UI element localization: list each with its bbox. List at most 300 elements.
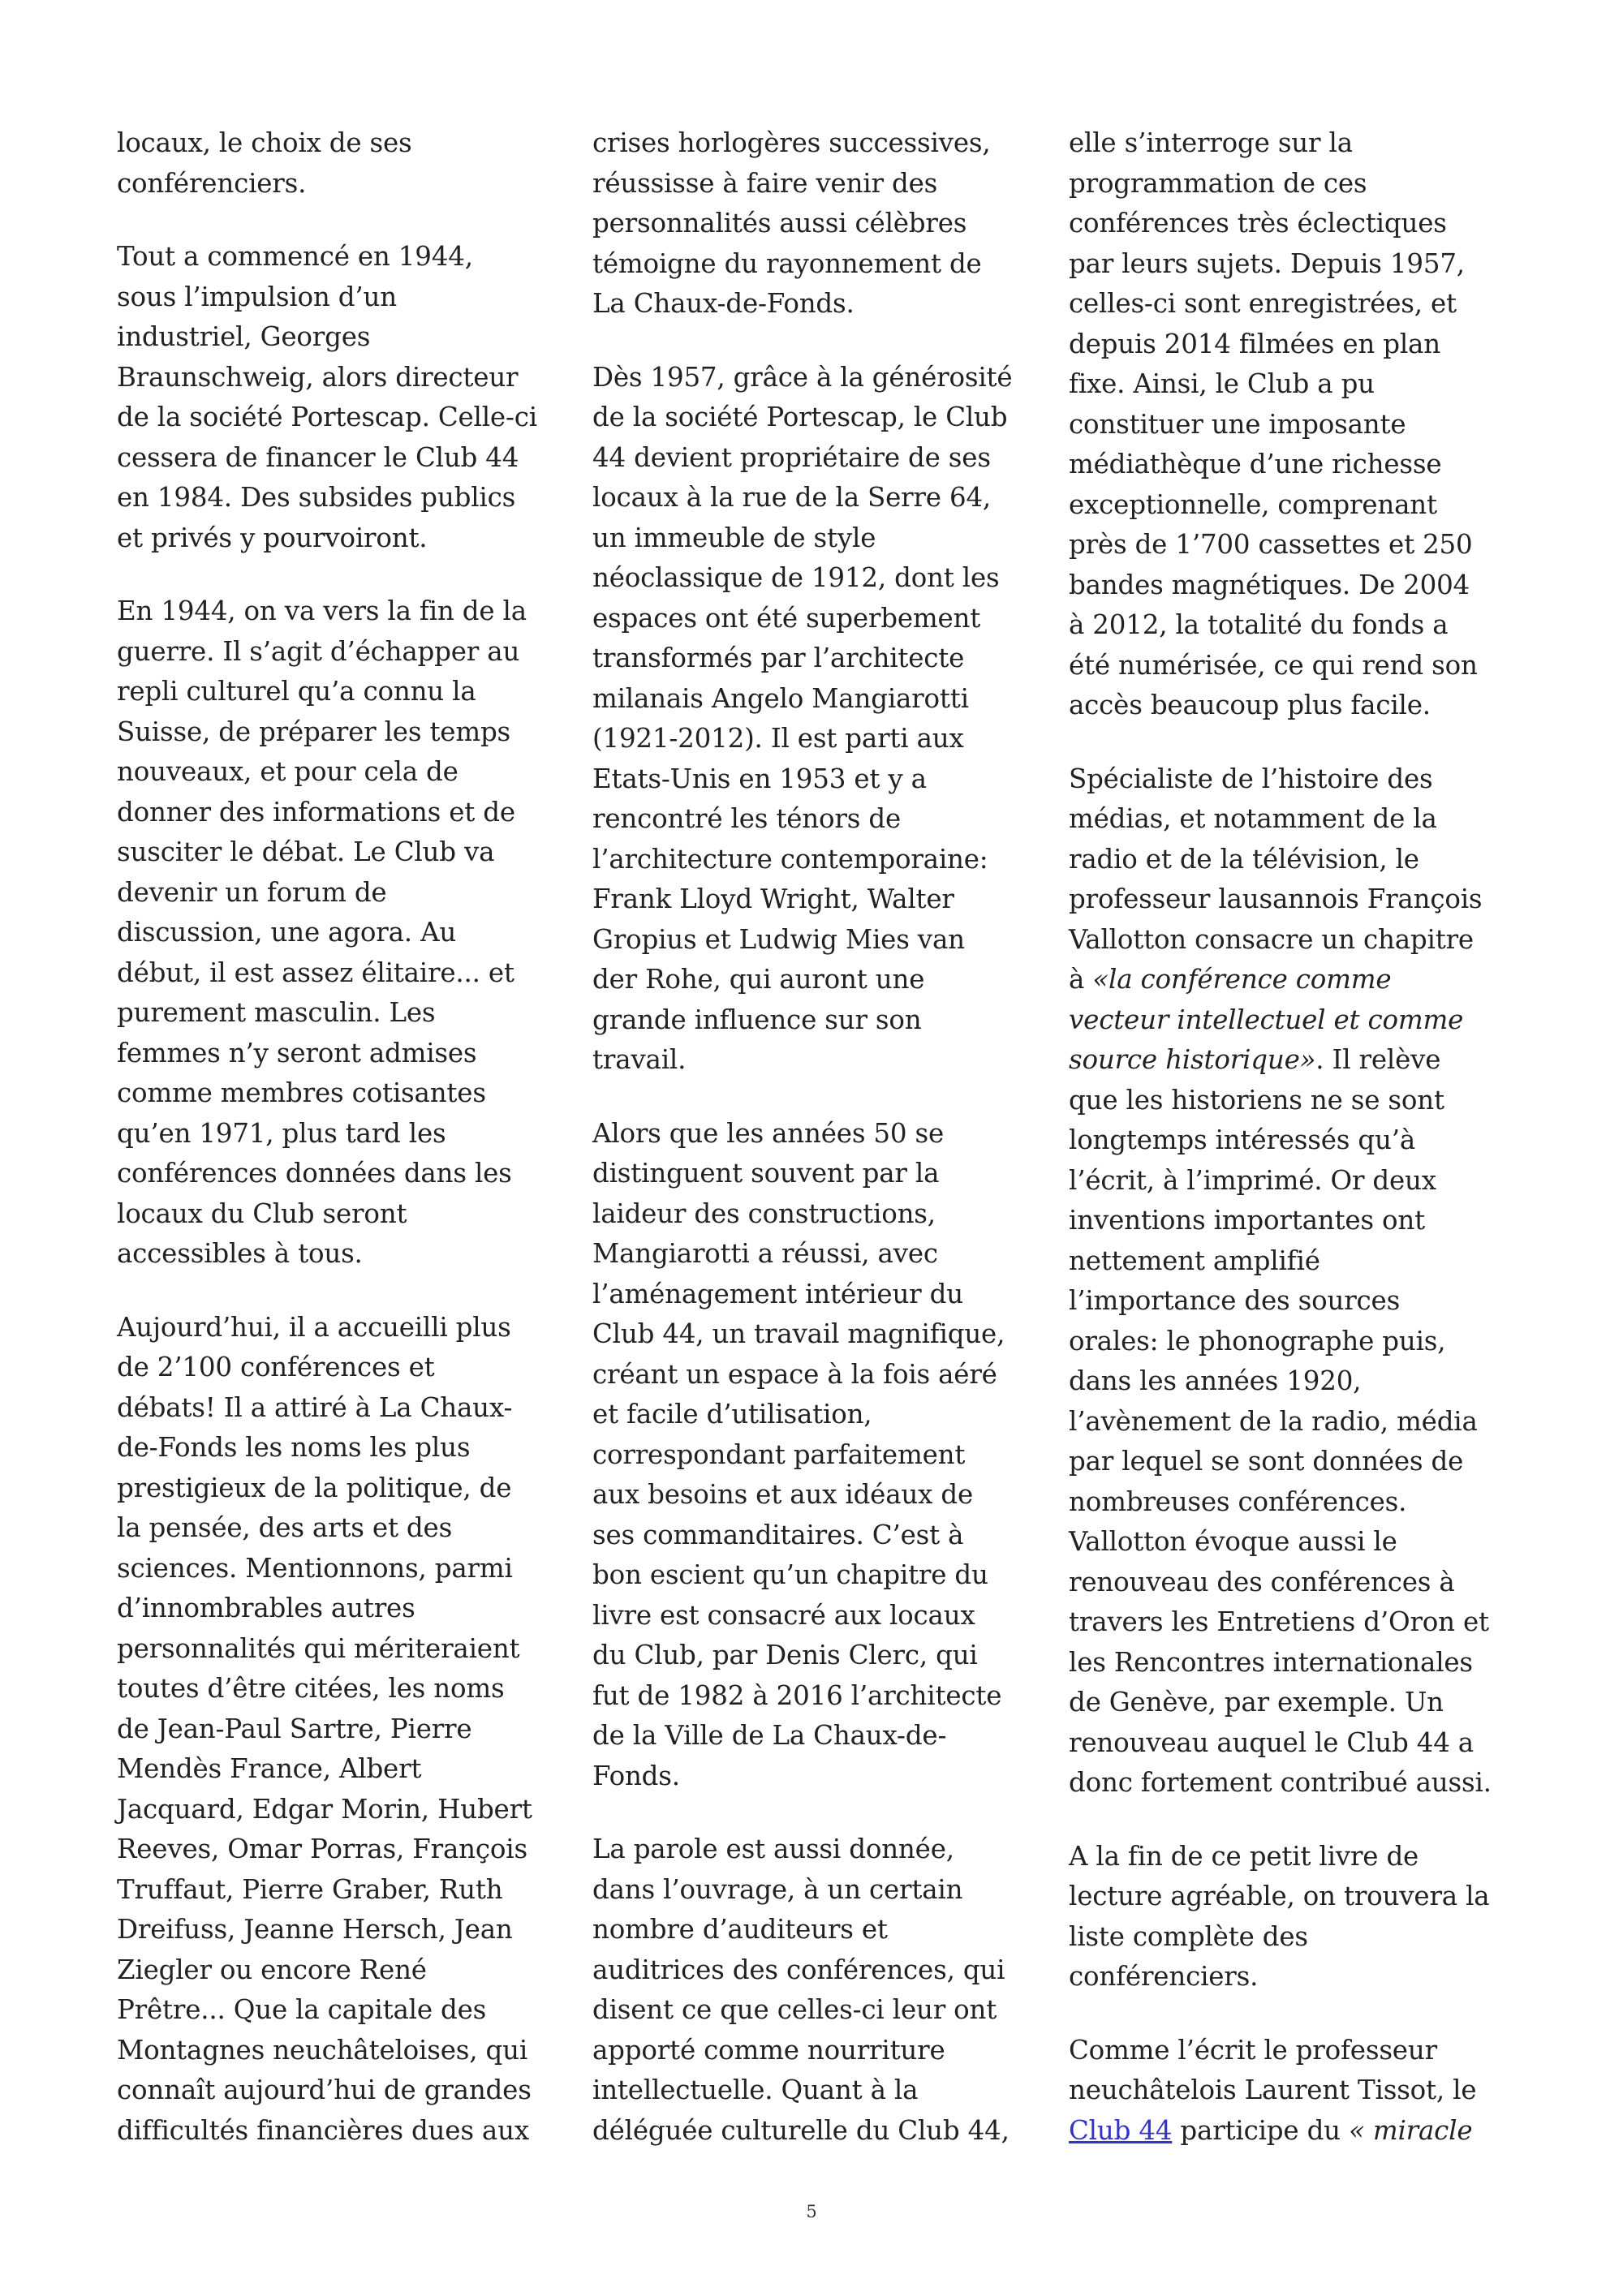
text-line (592, 398, 1035, 438)
text-line (1069, 646, 1511, 686)
text-span: déléguée culturelle du Club 44, (592, 2114, 1010, 2146)
text-span: radio et de la télévision, le (1069, 843, 1419, 875)
text-span: aux besoins et aux idéaux de (592, 1479, 974, 1510)
text-line (592, 840, 1035, 880)
text-span: Aujourd’hui, il a accueilli plus (117, 1311, 511, 1343)
text-span: de la société Portescap, le Club (592, 402, 1008, 432)
text-span: du Club, par Denis Clerc, qui (592, 1640, 978, 1670)
text-span: débats! Il a attiré à La Chaux- (117, 1391, 513, 1423)
text-span: travers les Entretiens d’Oron et (1069, 1606, 1489, 1637)
text-span: l’aménagement intérieur du (592, 1278, 963, 1309)
text-line (592, 1395, 1035, 1435)
text-span: prestigieux de la politique, de (117, 1472, 512, 1503)
text-span: que les historiens ne se sont (1069, 1084, 1444, 1116)
text-line (1069, 1563, 1511, 1603)
text-span: Jacquard, Edgar Morin, Hubert (117, 1793, 532, 1825)
text-line (117, 1508, 559, 1549)
text-line (592, 438, 1035, 479)
text-line (592, 599, 1035, 639)
text-line (1069, 164, 1511, 204)
text-span: transformés par l’architecte (592, 643, 965, 673)
text-span: conférenciers. (1069, 1961, 1259, 1992)
text-line (117, 832, 559, 873)
text-span: Vallotton évoque aussi le (1069, 1526, 1397, 1557)
text-span: fut de 1982 à 2016 l’architecte (592, 1679, 1002, 1711)
text-line (117, 1910, 559, 1950)
text-line (1069, 879, 1511, 920)
text-span: apporté comme nourriture (592, 2034, 945, 2066)
text-span: locaux à la rue de la Serre 64, (592, 482, 992, 513)
text-line (1069, 1957, 1511, 1997)
text-span: purement masculin. Les (117, 997, 436, 1028)
text-line (117, 752, 559, 793)
text-span: été numérisée, ce qui rend son (1069, 649, 1478, 681)
text-span: grande influence sur son (592, 1004, 922, 1035)
text-span: Frank Lloyd Wright, Walter (592, 884, 954, 914)
text-line (117, 358, 559, 398)
text-line (117, 1468, 559, 1509)
text-span: femmes n’y seront admises (117, 1037, 477, 1068)
text-span: créant un espace à la fois aéré (592, 1358, 997, 1390)
text-line (1069, 960, 1511, 1000)
text-span: à (1069, 964, 1093, 995)
text-line (1069, 1482, 1511, 1523)
text-span: Prêtre... Que la capitale des (117, 1994, 487, 2025)
text-span: Mendès France, Albert (117, 1753, 422, 1784)
text-line (117, 1990, 559, 2031)
text-line (117, 478, 559, 518)
text-line (592, 719, 1035, 759)
text-span: Gropius et Ludwig Mies van (592, 923, 965, 955)
text-span: intellectuelle. Quant à la (592, 2075, 919, 2105)
text-line (1069, 1081, 1511, 1121)
text-line (592, 1040, 1035, 1081)
text-line (117, 873, 559, 914)
text-span: professeur lausannois François (1069, 884, 1483, 914)
text-span: Alors que les années 50 se (592, 1117, 945, 1149)
text-line (117, 1790, 559, 1830)
text-span: accessibles à tous. (117, 1238, 363, 1269)
text-line (117, 1308, 559, 1348)
text-span: de la société Portescap. Celle-ci (117, 402, 537, 432)
text-line (592, 1716, 1035, 1756)
text-line (592, 2070, 1035, 2111)
text-line (117, 398, 559, 438)
text-line (592, 920, 1035, 961)
text-line (1069, 1201, 1511, 1241)
text-line (1069, 1361, 1511, 1402)
text-line (1069, 759, 1511, 800)
text-line (117, 438, 559, 479)
text-span: locaux du Club seront (117, 1197, 407, 1229)
text-line (592, 1234, 1035, 1275)
text-span: (1921-2012). Il est parti aux (592, 723, 964, 754)
text-span: lecture agréable, on trouvera la (1069, 1881, 1490, 1911)
text-span: renouveau auquel le Club 44 a (1069, 1726, 1474, 1758)
text-span: l’architecture contemporaine: (592, 843, 988, 875)
text-line (1069, 565, 1511, 606)
text-line (1069, 1000, 1511, 1041)
text-line (117, 913, 559, 953)
text-span: près de 1’700 cassettes et 250 (1069, 529, 1473, 560)
text-span: Mangiarotti a réussi, avec (592, 1238, 938, 1269)
text-span: la pensée, des arts et des (117, 1512, 453, 1543)
text-span: et facile d’utilisation, (592, 1399, 872, 1430)
text-line (592, 2111, 1035, 2152)
text-line (117, 993, 559, 1034)
text-line (1069, 284, 1511, 325)
text-span: neuchâtelois Laurent Tissot, le (1069, 2075, 1477, 2105)
text-line (117, 953, 559, 994)
text-span: orales: le phonographe puis, (1069, 1325, 1446, 1357)
text-line (1069, 686, 1511, 726)
text-span: de Genève, par exemple. Un (1069, 1687, 1444, 1718)
text-line (1069, 605, 1511, 646)
text-line (117, 1669, 559, 1709)
text-span: longtemps intéressés qu’à (1069, 1124, 1416, 1155)
text-line (1069, 1522, 1511, 1563)
text-line (592, 638, 1035, 679)
text-span: dans l’ouvrage, à un certain (592, 1873, 963, 1905)
paragraph (1069, 1837, 1511, 1997)
text-span: médias, et notamment de la (1069, 803, 1437, 834)
text-span: bandes magnétiques. De 2004 (1069, 569, 1470, 600)
text-span: donc fortement contribué aussi. (1069, 1767, 1492, 1798)
text-span: comme membres cotisantes (117, 1077, 486, 1108)
text-span: Braunschweig, alors directeur (117, 361, 519, 393)
text-span: auditrices des conférences, qui (592, 1954, 1005, 1985)
text-line (592, 960, 1035, 1000)
text-line (592, 478, 1035, 518)
text-line (1069, 204, 1511, 244)
text-line (117, 2111, 559, 2152)
text-line (117, 237, 559, 277)
paragraph (1069, 2031, 1511, 2152)
text-line (592, 679, 1035, 720)
text-span: Club 44, un travail magnifique, (592, 1318, 1005, 1349)
text-span: Comme l’écrit le professeur (1069, 2034, 1437, 2066)
paragraph (117, 591, 559, 1275)
text-span: dans les années 1920, (1069, 1365, 1362, 1396)
text-span: bon escient qu’un chapitre du (592, 1559, 988, 1590)
text-span: Montagnes neuchâteloises, qui (117, 2034, 528, 2066)
text-span: nombreuses conférences. (1069, 1486, 1407, 1517)
text-line (1069, 1040, 1511, 1081)
text-line (592, 1910, 1035, 1950)
text-span: l’importance des sources (1069, 1285, 1401, 1316)
text-span: La parole est aussi donnée, (592, 1834, 954, 1864)
italic-text: « miracle (1349, 2114, 1473, 2146)
text-line (1069, 445, 1511, 485)
text-line (117, 1234, 559, 1275)
paragraph (592, 123, 1035, 325)
text-span: personnalités aussi célèbres (592, 208, 967, 239)
text-span: difficultés financières dues aux (117, 2114, 529, 2146)
text-span: l’écrit, à l’imprimé. Or deux (1069, 1164, 1436, 1196)
text-line (117, 712, 559, 753)
text-span: devenir un forum de (117, 876, 387, 908)
text-span: Ziegler ou encore René (117, 1954, 427, 1985)
text-line (1069, 1917, 1511, 1958)
text-span: discussion, une agora. Au (117, 917, 457, 948)
text-line (117, 1870, 559, 1911)
text-span: espaces ont été superbement (592, 602, 981, 634)
text-line (117, 1073, 559, 1114)
text-line (592, 1990, 1035, 2031)
paragraph (1069, 123, 1511, 726)
text-line (1069, 799, 1511, 840)
text-line (592, 558, 1035, 599)
text-line (1069, 1442, 1511, 1482)
text-span: début, il est assez élitaire... et (117, 957, 514, 988)
text-span: à 2012, la totalité du fonds a (1069, 609, 1449, 640)
text-line (117, 1709, 559, 1750)
text-line (117, 1388, 559, 1429)
text-span: Tout a commencé en 1944, (117, 241, 473, 272)
text-span: de-Fonds les noms les plus (117, 1432, 471, 1463)
text-line (592, 799, 1035, 840)
paragraph (117, 123, 559, 204)
text-line (592, 1555, 1035, 1596)
text-line (592, 1314, 1035, 1355)
text-span: distinguent souvent par la (592, 1158, 940, 1189)
text-line (592, 1950, 1035, 1991)
text-line (117, 1629, 559, 1670)
text-line (592, 164, 1035, 204)
italic-text: source historique» (1069, 1044, 1316, 1075)
text-span: elle s’interroge sur la (1069, 127, 1353, 158)
text-line (592, 1114, 1035, 1154)
text-span: personnalités qui mériteraient (117, 1632, 520, 1664)
text-line (1069, 1322, 1511, 1362)
text-span: fixe. Ainsi, le Club a pu (1069, 368, 1375, 399)
text-span: susciter le débat. Le Club va (117, 836, 495, 867)
text-span: médiathèque d’une richesse (1069, 449, 1442, 479)
text-line (592, 123, 1035, 164)
text-line (1069, 1602, 1511, 1643)
text-line (592, 1676, 1035, 1717)
italic-text: vecteur intellectuel et comme (1069, 1004, 1464, 1035)
text-line (1069, 1837, 1511, 1877)
text-line (1069, 1120, 1511, 1161)
text-line (117, 1194, 559, 1235)
text-line (117, 164, 559, 204)
text-line (1069, 1161, 1511, 1202)
text-span: . Il relève (1315, 1044, 1441, 1075)
text-line (1069, 1763, 1511, 1804)
text-span: participe du (1172, 2114, 1350, 2146)
text-line (592, 1275, 1035, 1315)
text-span: inventions importantes ont (1069, 1205, 1425, 1236)
text-span: conférences très éclectiques (1069, 208, 1447, 239)
text-span: qu’en 1971, plus tard les (117, 1117, 446, 1149)
text-line (1069, 123, 1511, 164)
text-line (592, 1829, 1035, 1870)
text-span: conférences données dans les (117, 1158, 512, 1189)
text-line (592, 1870, 1035, 1911)
text-line (117, 591, 559, 632)
text-line (592, 284, 1035, 325)
text-line (117, 793, 559, 833)
text-line (592, 244, 1035, 285)
text-line (1069, 1241, 1511, 1282)
text-line (1069, 405, 1511, 445)
text-line (1069, 1281, 1511, 1322)
text-line (1069, 1723, 1511, 1764)
text-span: La Chaux-de-Fonds. (592, 288, 855, 319)
text-line (592, 1154, 1035, 1194)
text-line (592, 1636, 1035, 1676)
text-span: laideur des constructions, (592, 1197, 936, 1229)
text-span: Suisse, de préparer les temps (117, 716, 511, 747)
text-span: en 1984. Des subsides publics (117, 482, 516, 513)
text-line (592, 204, 1035, 244)
text-span: accès beaucoup plus facile. (1069, 690, 1431, 720)
text-span: les Rencontres internationales (1069, 1646, 1473, 1678)
text-span: conférenciers. (117, 167, 307, 199)
text-column-3 (1069, 123, 1511, 2151)
text-line (592, 1435, 1035, 1476)
text-line (592, 759, 1035, 800)
paragraph (592, 1829, 1035, 2151)
text-span: exceptionnelle, comprenant (1069, 488, 1437, 520)
text-line (117, 123, 559, 164)
text-line (117, 1589, 559, 1629)
paragraph (592, 358, 1035, 1081)
text-line (117, 1348, 559, 1388)
paragraph (592, 1114, 1035, 1797)
text-span: toutes d’être citées, les noms (117, 1673, 505, 1704)
text-span: donner des informations et de (117, 796, 515, 828)
text-line (117, 1829, 559, 1870)
text-line (117, 2031, 559, 2071)
club-44-link[interactable]: Club 44 (1069, 2114, 1173, 2146)
text-span: Dès 1957, grâce à la générosité (592, 361, 1013, 393)
text-span: nouveaux, et pour cela de (117, 756, 458, 787)
text-span: renouveau des conférences à (1069, 1566, 1455, 1597)
text-span: Truffaut, Pierre Graber, Ruth (117, 1873, 503, 1905)
text-span: Dreifuss, Jeanne Hersch, Jean (117, 1914, 513, 1945)
text-span: et privés y pourvoiront. (117, 522, 428, 553)
text-line (117, 317, 559, 358)
text-span: disent ce que celles-ci leur ont (592, 1994, 997, 2025)
text-line (117, 1950, 559, 1991)
text-span: crises horlogères successives, (592, 127, 991, 158)
text-line (117, 2070, 559, 2111)
text-line (592, 1355, 1035, 1395)
text-line (1069, 525, 1511, 565)
text-span: un immeuble de style (592, 522, 876, 553)
text-span: milanais Angelo Mangiarotti (592, 682, 969, 714)
text-line (1069, 364, 1511, 405)
text-line (117, 672, 559, 712)
text-line (1069, 1643, 1511, 1683)
text-line (117, 277, 559, 318)
text-span: par leurs sujets. Depuis 1957, (1069, 247, 1465, 279)
text-line (117, 518, 559, 559)
text-line (1069, 1683, 1511, 1723)
text-span: de Jean-Paul Sartre, Pierre (117, 1713, 472, 1744)
text-line (592, 1000, 1035, 1041)
text-line (1069, 2070, 1511, 2111)
text-span: travail. (592, 1044, 687, 1075)
text-line (592, 1756, 1035, 1797)
text-span: Reeves, Omar Porras, François (117, 1834, 527, 1864)
text-span: liste complète des (1069, 1920, 1308, 1952)
text-line (592, 879, 1035, 920)
text-span: connaît aujourd’hui de grandes (117, 2075, 532, 2105)
text-span: constituer une imposante (1069, 408, 1406, 440)
text-line (592, 358, 1035, 398)
text-line (117, 1034, 559, 1074)
text-span: Fonds. (592, 1760, 680, 1791)
text-span: repli culturel qu’a connu la (117, 676, 476, 707)
text-line (117, 1749, 559, 1790)
text-line (117, 632, 559, 673)
text-span: celles-ci sont enregistrées, et (1069, 288, 1457, 319)
text-span: 44 devient propriétaire de ses (592, 441, 991, 473)
text-line (1069, 840, 1511, 880)
paragraph (117, 1308, 559, 2152)
text-line (592, 2031, 1035, 2071)
text-span: de 2’100 conférences et (117, 1352, 435, 1382)
text-span: d’innombrables autres (117, 1593, 415, 1623)
text-column-2 (592, 123, 1035, 2151)
text-line (1069, 920, 1511, 961)
text-line (117, 1428, 559, 1468)
text-line (1069, 2031, 1511, 2071)
text-span: rencontré les ténors de (592, 803, 901, 834)
paragraph (1069, 759, 1511, 1804)
text-span: guerre. Il s’agit d’échapper au (117, 635, 520, 667)
text-span: En 1944, on va vers la fin de la (117, 595, 527, 626)
text-span: Etats-Unis en 1953 et y a (592, 763, 927, 794)
text-span: cessera de financer le Club 44 (117, 441, 519, 473)
text-line (592, 1194, 1035, 1235)
text-span: nettement amplifié (1069, 1245, 1320, 1276)
text-span: témoigne du rayonnement de (592, 247, 982, 279)
text-span: réussisse à faire venir des (592, 167, 938, 199)
text-span: Spécialiste de l’histoire des (1069, 763, 1433, 794)
text-span: néoclassique de 1912, dont les (592, 562, 1000, 593)
text-span: l’avènement de la radio, média (1069, 1405, 1478, 1437)
text-column-1 (117, 123, 559, 2151)
text-line (117, 1114, 559, 1154)
text-span: der Rohe, qui auront une (592, 964, 925, 995)
text-line (592, 1596, 1035, 1636)
text-span: sciences. Mentionnons, parmi (117, 1552, 513, 1584)
text-span: depuis 2014 filmées en plan (1069, 328, 1440, 359)
page-number: 5 (806, 2202, 817, 2221)
text-span: Vallotton consacre un chapitre (1069, 923, 1474, 955)
italic-text: «la conférence comme (1092, 964, 1392, 995)
text-line (117, 1154, 559, 1194)
text-span: A la fin de ce petit livre de (1069, 1840, 1419, 1872)
text-line (592, 518, 1035, 559)
text-line (1069, 325, 1511, 365)
text-line (117, 1549, 559, 1589)
text-line (592, 1516, 1035, 1556)
text-line (1069, 244, 1511, 285)
text-span: sous l’impulsion d’un (117, 281, 397, 312)
text-span: ses commanditaires. C’est à (592, 1519, 964, 1550)
text-line (1069, 2111, 1511, 2152)
text-span: correspondant parfaitement (592, 1438, 966, 1470)
text-span: de la Ville de La Chaux-de- (592, 1720, 947, 1751)
text-line (592, 1475, 1035, 1516)
text-line (1069, 1402, 1511, 1443)
text-span: livre est consacré aux locaux (592, 1599, 975, 1631)
